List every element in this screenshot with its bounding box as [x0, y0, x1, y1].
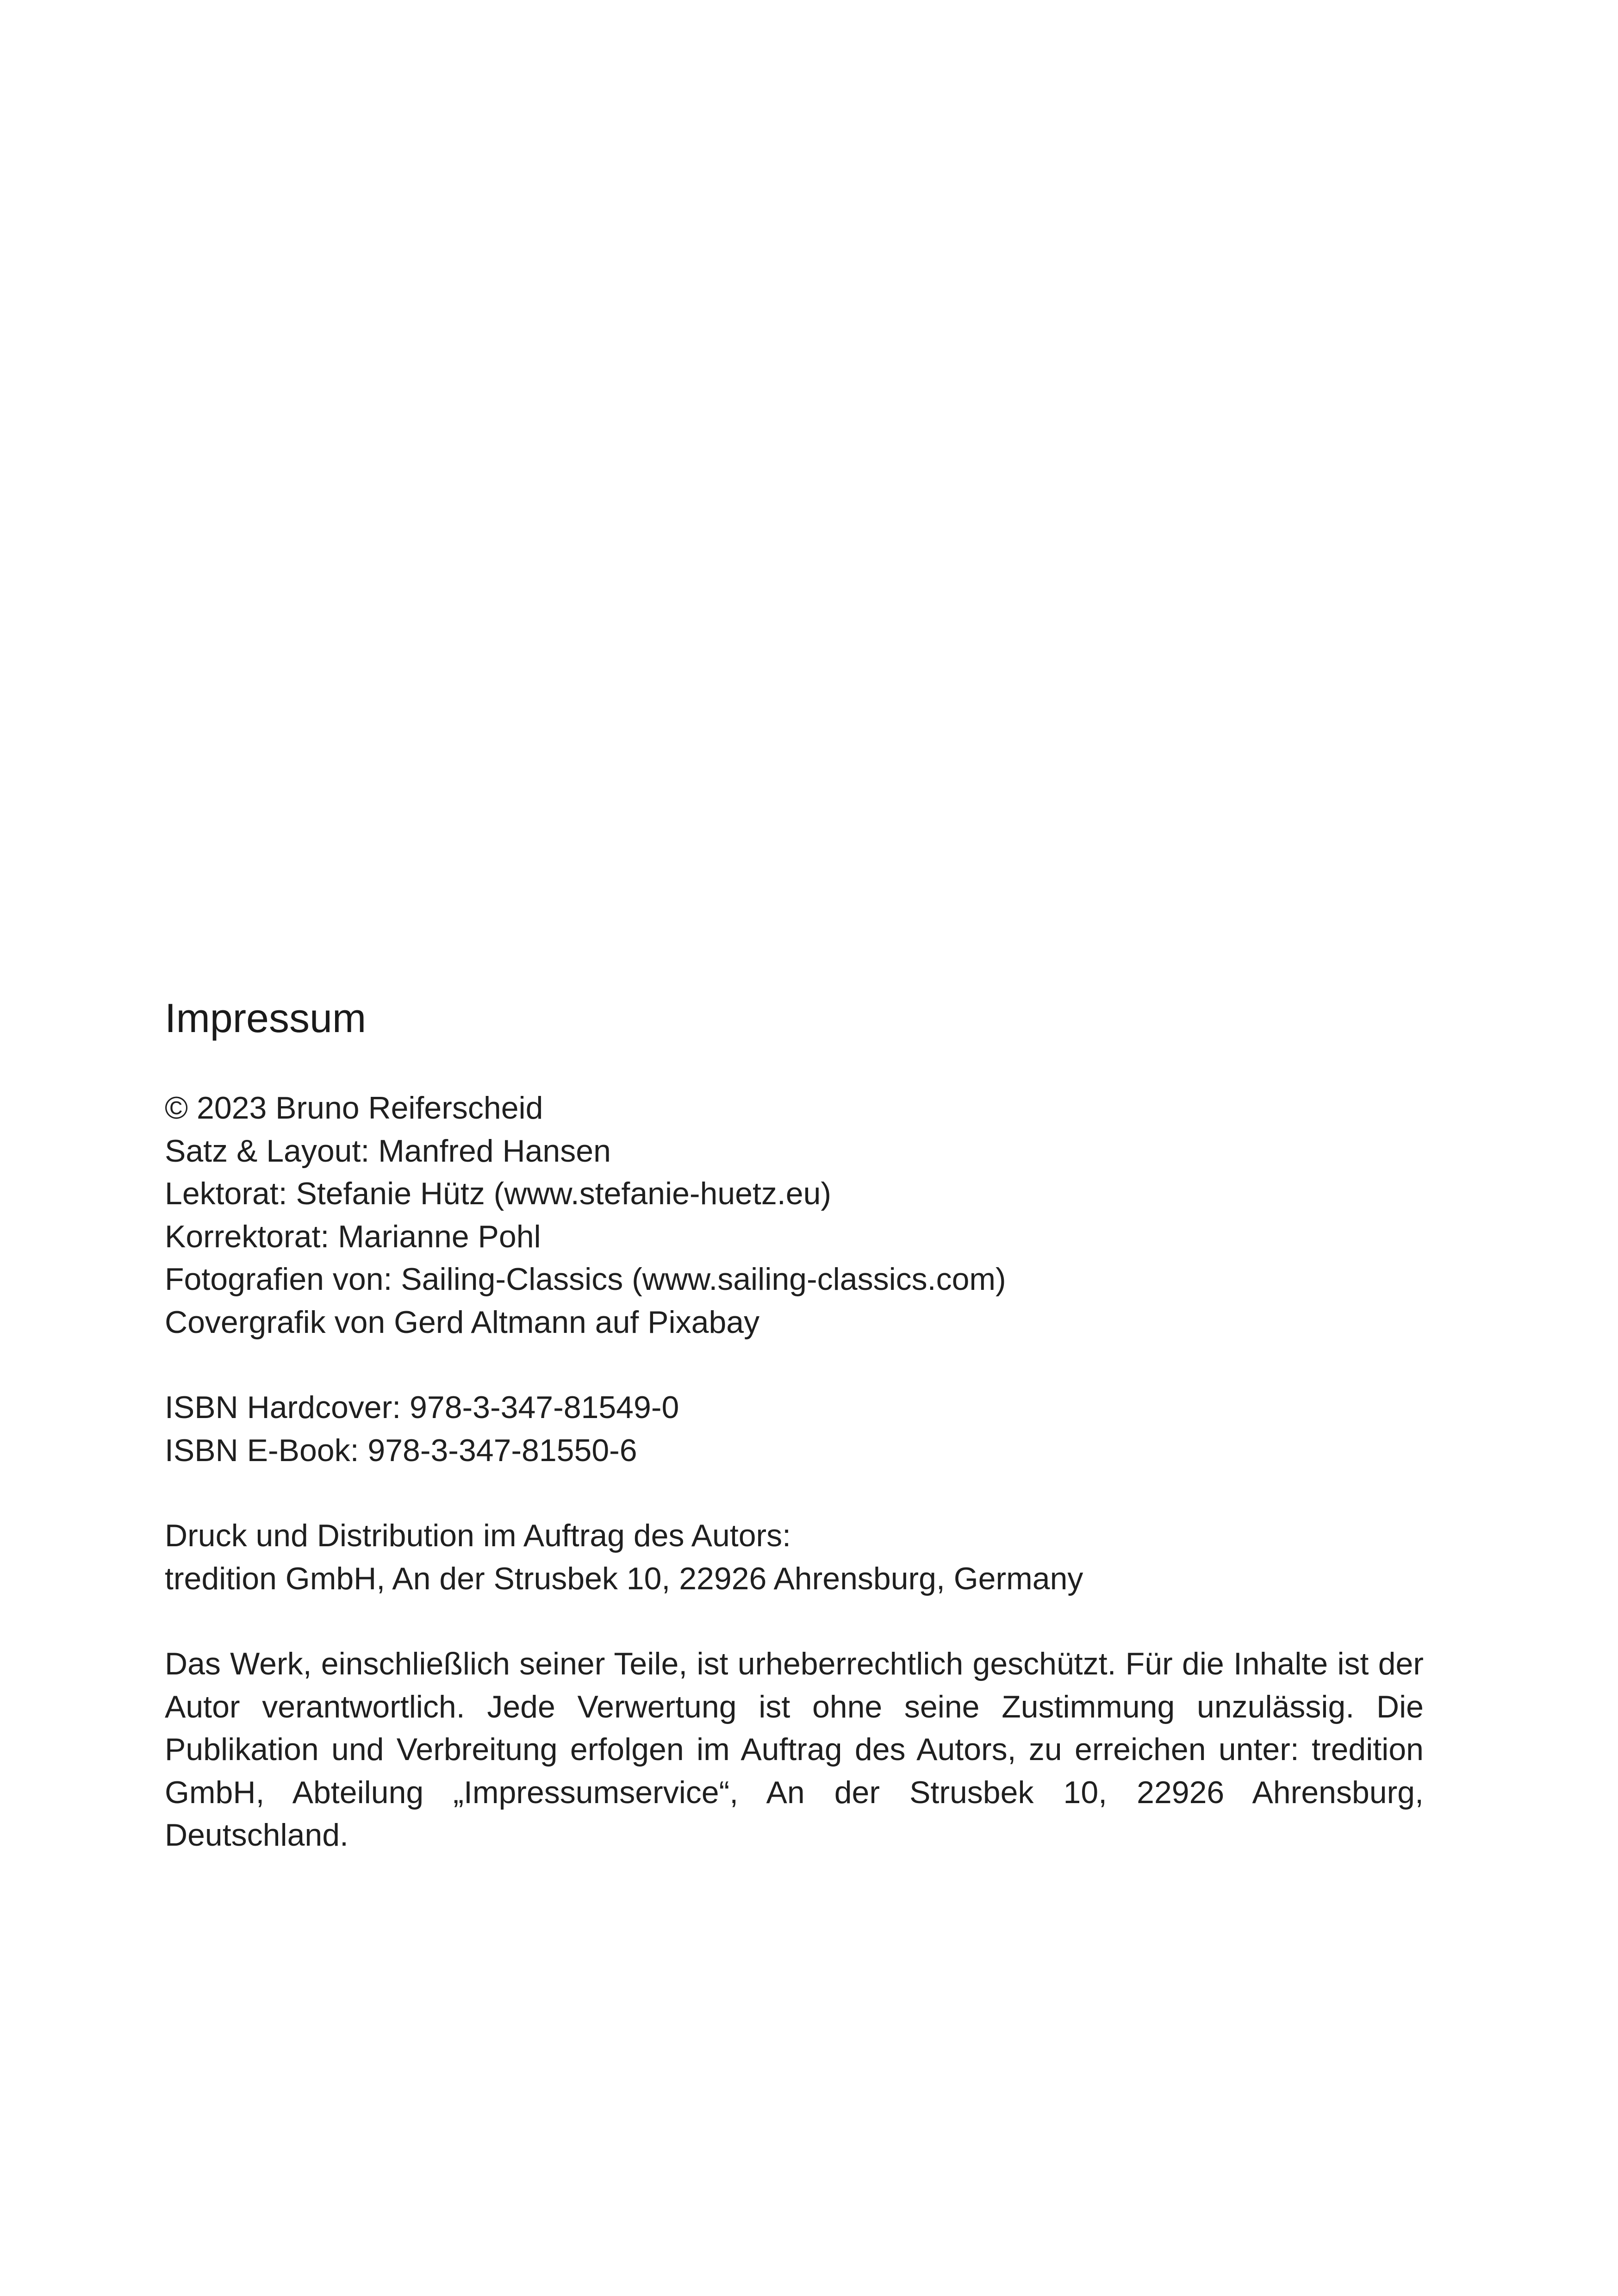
distribution-line: Druck und Distribution im Auftrag des Autors: [165, 1518, 791, 1553]
isbn-block [165, 1386, 1424, 1472]
distribution-block [165, 1514, 1424, 1600]
credits-block [165, 1087, 1424, 1344]
copyright-line: © 2023 Bruno Reiferscheid [165, 1090, 543, 1126]
isbn-hardcover: ISBN Hardcover: 978-3-347-81549-0 [165, 1390, 679, 1425]
proofreading-credit: Korrektorat: Marianne Pohl [165, 1219, 541, 1254]
publisher-address: tredition GmbH, An der Strusbek 10, 22926 Ahrensburg, Germany [165, 1561, 1083, 1596]
imprint-section [165, 990, 1424, 1857]
photography-credit: Fotografien von: Sailing-Classics (www.sailing-classics.com) [165, 1262, 1006, 1297]
editing-credit: Lektorat: Stefanie Hütz (www.stefanie-huetz.eu) [165, 1176, 832, 1211]
layout-credit: Satz & Layout: Manfred Hansen [165, 1133, 611, 1169]
isbn-ebook: ISBN E-Book: 978-3-347-81550-6 [165, 1432, 637, 1468]
legal-notice: Das Werk, einschließlich seiner Teile, ist urheberrechtlich geschützt. Für die Inhalte ist der Autor verantwortlich. Jede Verwertung ist ohne seine Zustimmung unzulässig. Die Publikation und Verbreitung erfolgen im Auftrag des Autors, zu erreichen unter: tredition GmbH, Abteilung „Impressumservice“, An der Strusbek 10, 22926 Ahrensburg, Deutschland. [165, 1646, 1424, 1853]
cover-graphic-credit: Covergrafik von Gerd Altmann auf Pixabay [165, 1304, 760, 1340]
imprint-title: Impressum [165, 995, 367, 1041]
